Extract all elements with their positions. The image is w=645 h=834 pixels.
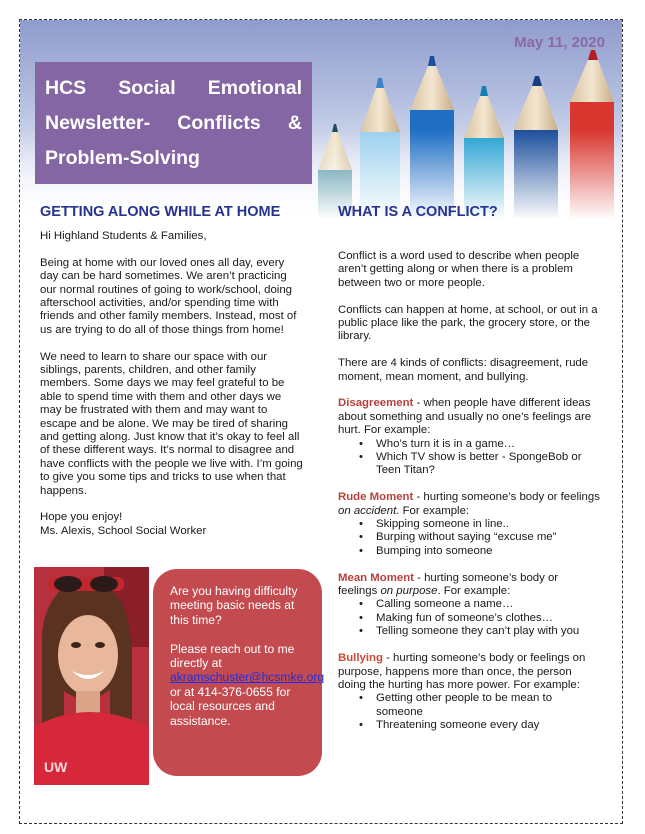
example-list — [338, 438, 600, 478]
email-link[interactable]: akramschuster@hcsmke.org — [170, 670, 325, 685]
paragraph: Being at home with our loved ones all day, every day can be hard sometimes. We aren’t practicing our normal routines of going to work/school, doing afterschool activities, and/or spending time with friends and other family members. Instead, most of us are trying to do all of those things from home! — [40, 256, 297, 336]
term-bullying: Bullying — [338, 652, 383, 665]
title-line: Newsletter- Conflicts & — [45, 112, 302, 134]
left-heading: GETTING ALONG WHILE AT HOME — [40, 204, 281, 220]
social-worker-photo — [34, 567, 149, 785]
definition: - hurting someone’s body or feelings — [413, 491, 600, 504]
list-item: • Burping without saying “excuse me” — [376, 531, 600, 544]
list-item: • Threatening someone every day — [376, 719, 600, 732]
newsletter-date: May 11, 2020 — [514, 34, 605, 51]
list-item: • Skipping someone in line.. — [376, 518, 600, 531]
paragraph: There are 4 kinds of conflicts: disagreement, rude moment, mean moment, and bullying. — [338, 357, 589, 383]
callout-question: Are you having difficulty meeting basic needs at this time? — [170, 584, 298, 627]
list-item: • Getting other people to be mean to someone — [376, 692, 600, 719]
emphasis: on purpose — [380, 585, 438, 598]
list-item: • Who’s turn it is in a game… — [376, 438, 600, 451]
title-line: Problem-Solving — [45, 147, 200, 169]
list-item: • Making fun of someone’s clothes… — [376, 612, 600, 625]
list-item: • Bumping into someone — [376, 545, 600, 558]
closing: Hope you enjoy! — [40, 511, 123, 524]
term-mean-moment: Mean Moment — [338, 571, 414, 584]
callout-phone: or at 414-376-0655 for local resources and assistance. — [170, 684, 291, 728]
svg-text:UW: UW — [44, 759, 68, 775]
definition: - hurting someone’s body or feelings — [338, 571, 559, 598]
list-item: • Telling someone they can’t play with you — [376, 625, 600, 638]
example-list — [338, 518, 600, 558]
term-rude-moment: Rude Moment — [338, 491, 414, 504]
definition: - when people have different ideas about something and usually no one’s feelings are hurt. For example: — [338, 397, 592, 437]
callout-contact — [170, 641, 325, 728]
term-disagreement: Disagreement — [338, 397, 414, 410]
paragraph: Conflicts can happen at home, at school, or out in a public place like the park, the grocery store, or the library. — [338, 303, 598, 343]
list-item: • Which TV show is better - SpongeBob or Teen Titan? — [376, 451, 600, 478]
list-item: • Calling someone a name… — [376, 598, 600, 611]
paragraph: We need to learn to share our space with our siblings, parents, children, and other family members. Some days we may feel grateful to be able to spend time with them and other days we may be frustrated with them and may want to escape and be alone. We may be tired of sharing and getting along. Just know that it’s okay to feel all of these different ways. It’s normal to disagree and have conflicts with the people we live with. I’m going to give you some tips and tricks to use when that happens. — [40, 350, 303, 497]
mean-moment-section — [338, 572, 600, 639]
disagreement-section — [338, 397, 600, 477]
rude-moment-section — [338, 491, 600, 558]
callout-reach-out: Please reach out to me directly at — [170, 641, 295, 671]
signature: Ms. Alexis, School Social Worker — [40, 524, 207, 537]
example-list — [338, 598, 600, 638]
example-list — [338, 692, 600, 732]
definition: . For example: — [396, 504, 470, 517]
definition: - hurting someone’s body or feelings on purpose, happens more than once, the person doing the hurting has more power. For example: — [338, 652, 586, 691]
greeting: Hi Highland Students & Families, — [40, 230, 207, 242]
right-column — [338, 200, 600, 746]
paragraph: Conflict is a word used to describe when people aren’t getting along or when there is a problem between two or more people. — [338, 250, 580, 289]
bullying-section — [338, 652, 600, 732]
left-column — [40, 200, 305, 538]
resources-callout — [153, 569, 325, 776]
newsletter-title — [35, 62, 312, 184]
right-heading: WHAT IS A CONFLICT? — [338, 204, 498, 220]
definition: . For example: — [437, 585, 511, 598]
emphasis: on accident — [338, 504, 397, 517]
title-line: HCS Social Emotional — [45, 77, 302, 99]
